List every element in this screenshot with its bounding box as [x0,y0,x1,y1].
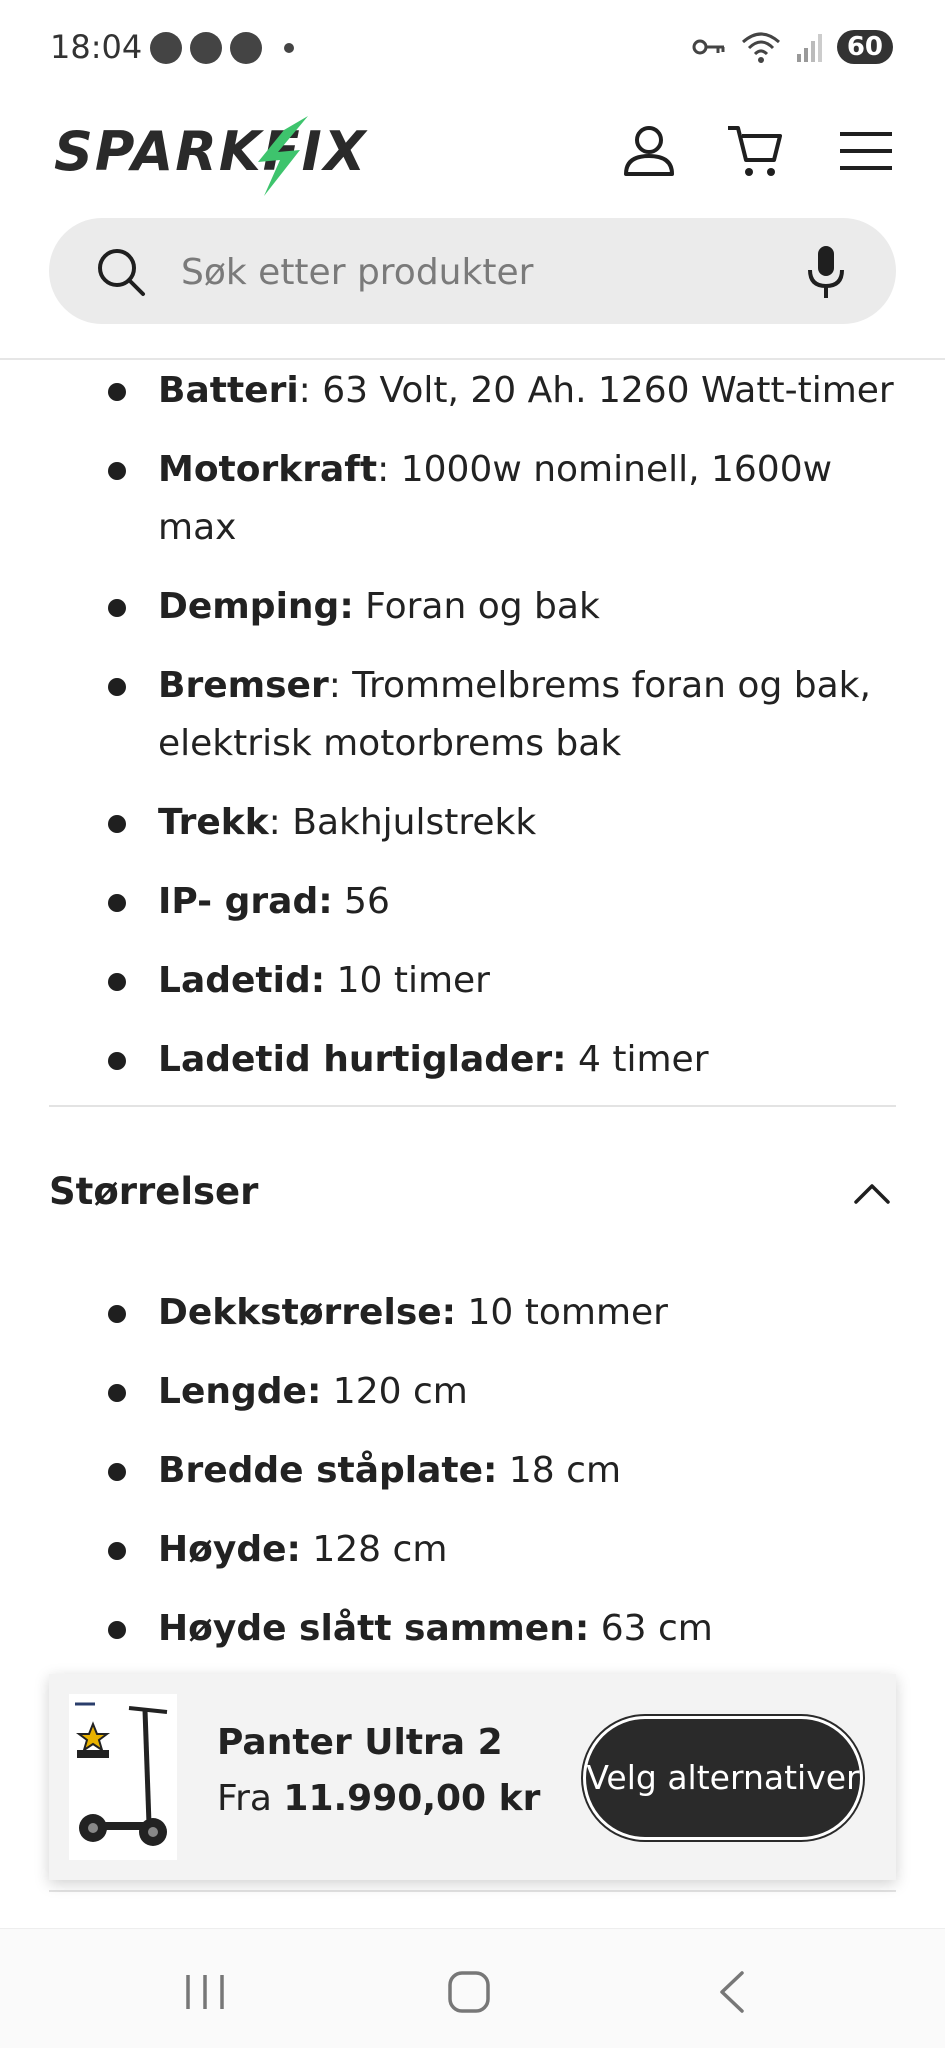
search-input[interactable] [181,244,741,300]
search-bar[interactable] [49,218,896,324]
vpn-key-icon [691,36,727,58]
signal-icon [795,32,823,62]
recent-apps-icon[interactable] [180,1967,230,2017]
spec-list-sizes [0,1284,945,1679]
spec-label: Dekkstørrelse: [158,1292,457,1333]
list-item [0,794,945,852]
list-item [0,1363,945,1421]
status-bar [0,0,945,100]
spec-label: Høyde: [158,1529,301,1570]
status-notification-icons [150,32,294,64]
list-item [0,952,945,1010]
notification-icon [190,32,222,64]
spec-list-motor [0,362,945,1110]
notification-icon [150,32,182,64]
spec-value: 18 cm [497,1450,622,1491]
sparkfix-logo[interactable] [52,110,422,200]
list-item [0,1521,945,1579]
chevron-up-icon[interactable] [852,1174,892,1214]
spec-value: 120 cm [321,1371,468,1412]
spec-value: 63 Volt, 20 Ah. 1260 Watt-timer [310,370,894,411]
section-title: Størrelser [49,1170,259,1213]
spec-label: Batteri [158,370,299,411]
status-time: 18:04 [50,28,143,66]
product-price [217,1778,540,1819]
spec-value: 1000w nominell, 1600w max [158,449,833,548]
hamburger-menu-icon[interactable] [834,120,896,182]
spec-separator: : [328,665,341,706]
list-item [0,441,945,557]
accordion-sizes-header[interactable] [49,1160,896,1230]
list-item [0,362,945,420]
section-divider [49,1890,896,1892]
logo-text: SPARKFIX [54,120,368,183]
list-item [0,1031,945,1089]
spec-value: 10 timer [325,960,490,1001]
product-name: Panter Ultra 2 [217,1722,503,1763]
site-header [0,100,945,360]
microphone-icon[interactable] [798,242,854,302]
list-item [0,1284,945,1342]
price-value: 11.990,00 kr [283,1778,541,1819]
spec-label: Ladetid hurtiglader: [158,1039,567,1080]
spec-value: Bakhjulstrekk [280,802,537,843]
cart-icon[interactable] [724,120,786,182]
spec-label: Bredde ståplate: [158,1450,498,1491]
price-prefix: Fra [217,1778,284,1819]
status-system-icons [691,30,893,64]
spec-label: IP- grad: [158,881,333,922]
list-item [0,1442,945,1500]
spec-label: Høyde slått sammen: [158,1608,590,1649]
spec-separator: : [377,449,390,490]
spec-value: Foran og bak [353,586,600,627]
section-divider [49,1105,896,1107]
spec-value: 4 timer [566,1039,709,1080]
search-icon[interactable] [93,244,149,300]
spec-label: Motorkraft [158,449,378,490]
spec-value: 10 tommer [456,1292,668,1333]
spec-value: 56 [332,881,390,922]
spec-label: Trekk [158,802,269,843]
spec-value: 128 cm [300,1529,448,1570]
list-item [0,657,945,773]
more-notifications-icon [284,43,294,53]
home-icon[interactable] [444,1967,494,2017]
back-icon[interactable] [708,1967,758,2017]
spec-separator: : [298,370,311,411]
system-navigation-bar [0,1928,945,2048]
list-item [0,873,945,931]
wifi-icon [741,30,781,64]
spec-label: Bremser [158,665,329,706]
spec-label: Lengde: [158,1371,322,1412]
list-item [0,578,945,636]
list-item [0,1600,945,1658]
battery-indicator: 60 [837,30,893,64]
product-thumbnail[interactable] [69,1694,177,1860]
sticky-add-to-cart-bar [49,1674,896,1880]
choose-options-button[interactable]: Velg alternativer [583,1716,863,1840]
account-icon[interactable] [618,120,680,182]
spec-label: Ladetid: [158,960,326,1001]
messenger-icon [230,32,262,64]
spec-separator: : [268,802,281,843]
spec-value: 63 cm [589,1608,713,1649]
spec-label: Demping: [158,586,354,627]
spec-value: Trommelbrems foran og bak, elektrisk motorbrems bak [158,665,871,764]
